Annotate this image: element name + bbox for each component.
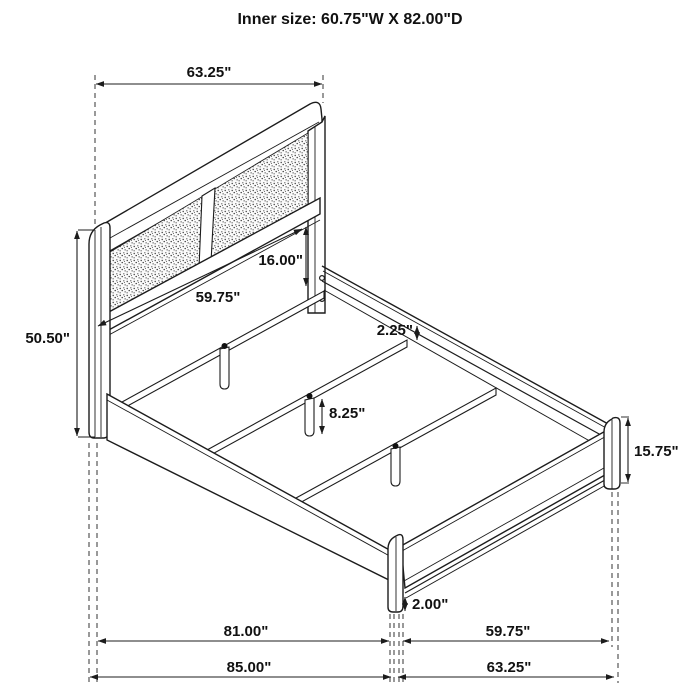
dim-label-inner-depth: 81.00" [223,623,269,640]
footboard [388,418,620,612]
dim-label-headboard-inner-width: 59.75" [195,289,241,306]
near-rail-top-face [107,400,395,559]
dim-label-headboard-height: 50.50" [25,330,70,347]
dim-label-rail-ledge: 2.25" [376,322,413,339]
foot-post-left [388,535,403,612]
headboard [89,102,325,438]
page-title: Inner size: 60.75"W X 82.00"D [237,11,463,28]
dim-label-headboard-width: 63.25" [186,64,232,81]
slat-bolt-2 [307,393,313,399]
side-rail-near [107,394,395,583]
slat-bolt-3 [393,443,399,449]
dim-label-footboard-width: 63.25" [486,659,532,676]
bracket-bolt-top [320,276,325,281]
slat-leg-1 [220,347,229,389]
far-rail-top-edge [322,266,610,425]
near-rail-board [107,394,395,583]
slat-bolt-1 [222,343,228,349]
dimension-lines [77,84,629,677]
dim-label-footboard-height: 15.75" [634,443,679,460]
dim-label-foot-leg: 2.00" [412,596,449,613]
dim-label-leg-height: 8.25" [329,405,366,422]
footboard-panel [401,429,612,588]
dim-label-footboard-inner-width: 59.75" [485,623,531,640]
dim-label-panel-gap: 16.00" [258,252,303,269]
dim-label-overall-depth: 85.00" [226,659,272,676]
slat-leg-2 [305,398,314,436]
slat-2 [207,340,407,457]
footboard-bottom-inner [404,464,611,581]
footboard-top-face [402,434,610,551]
slat-leg-3 [391,447,400,486]
